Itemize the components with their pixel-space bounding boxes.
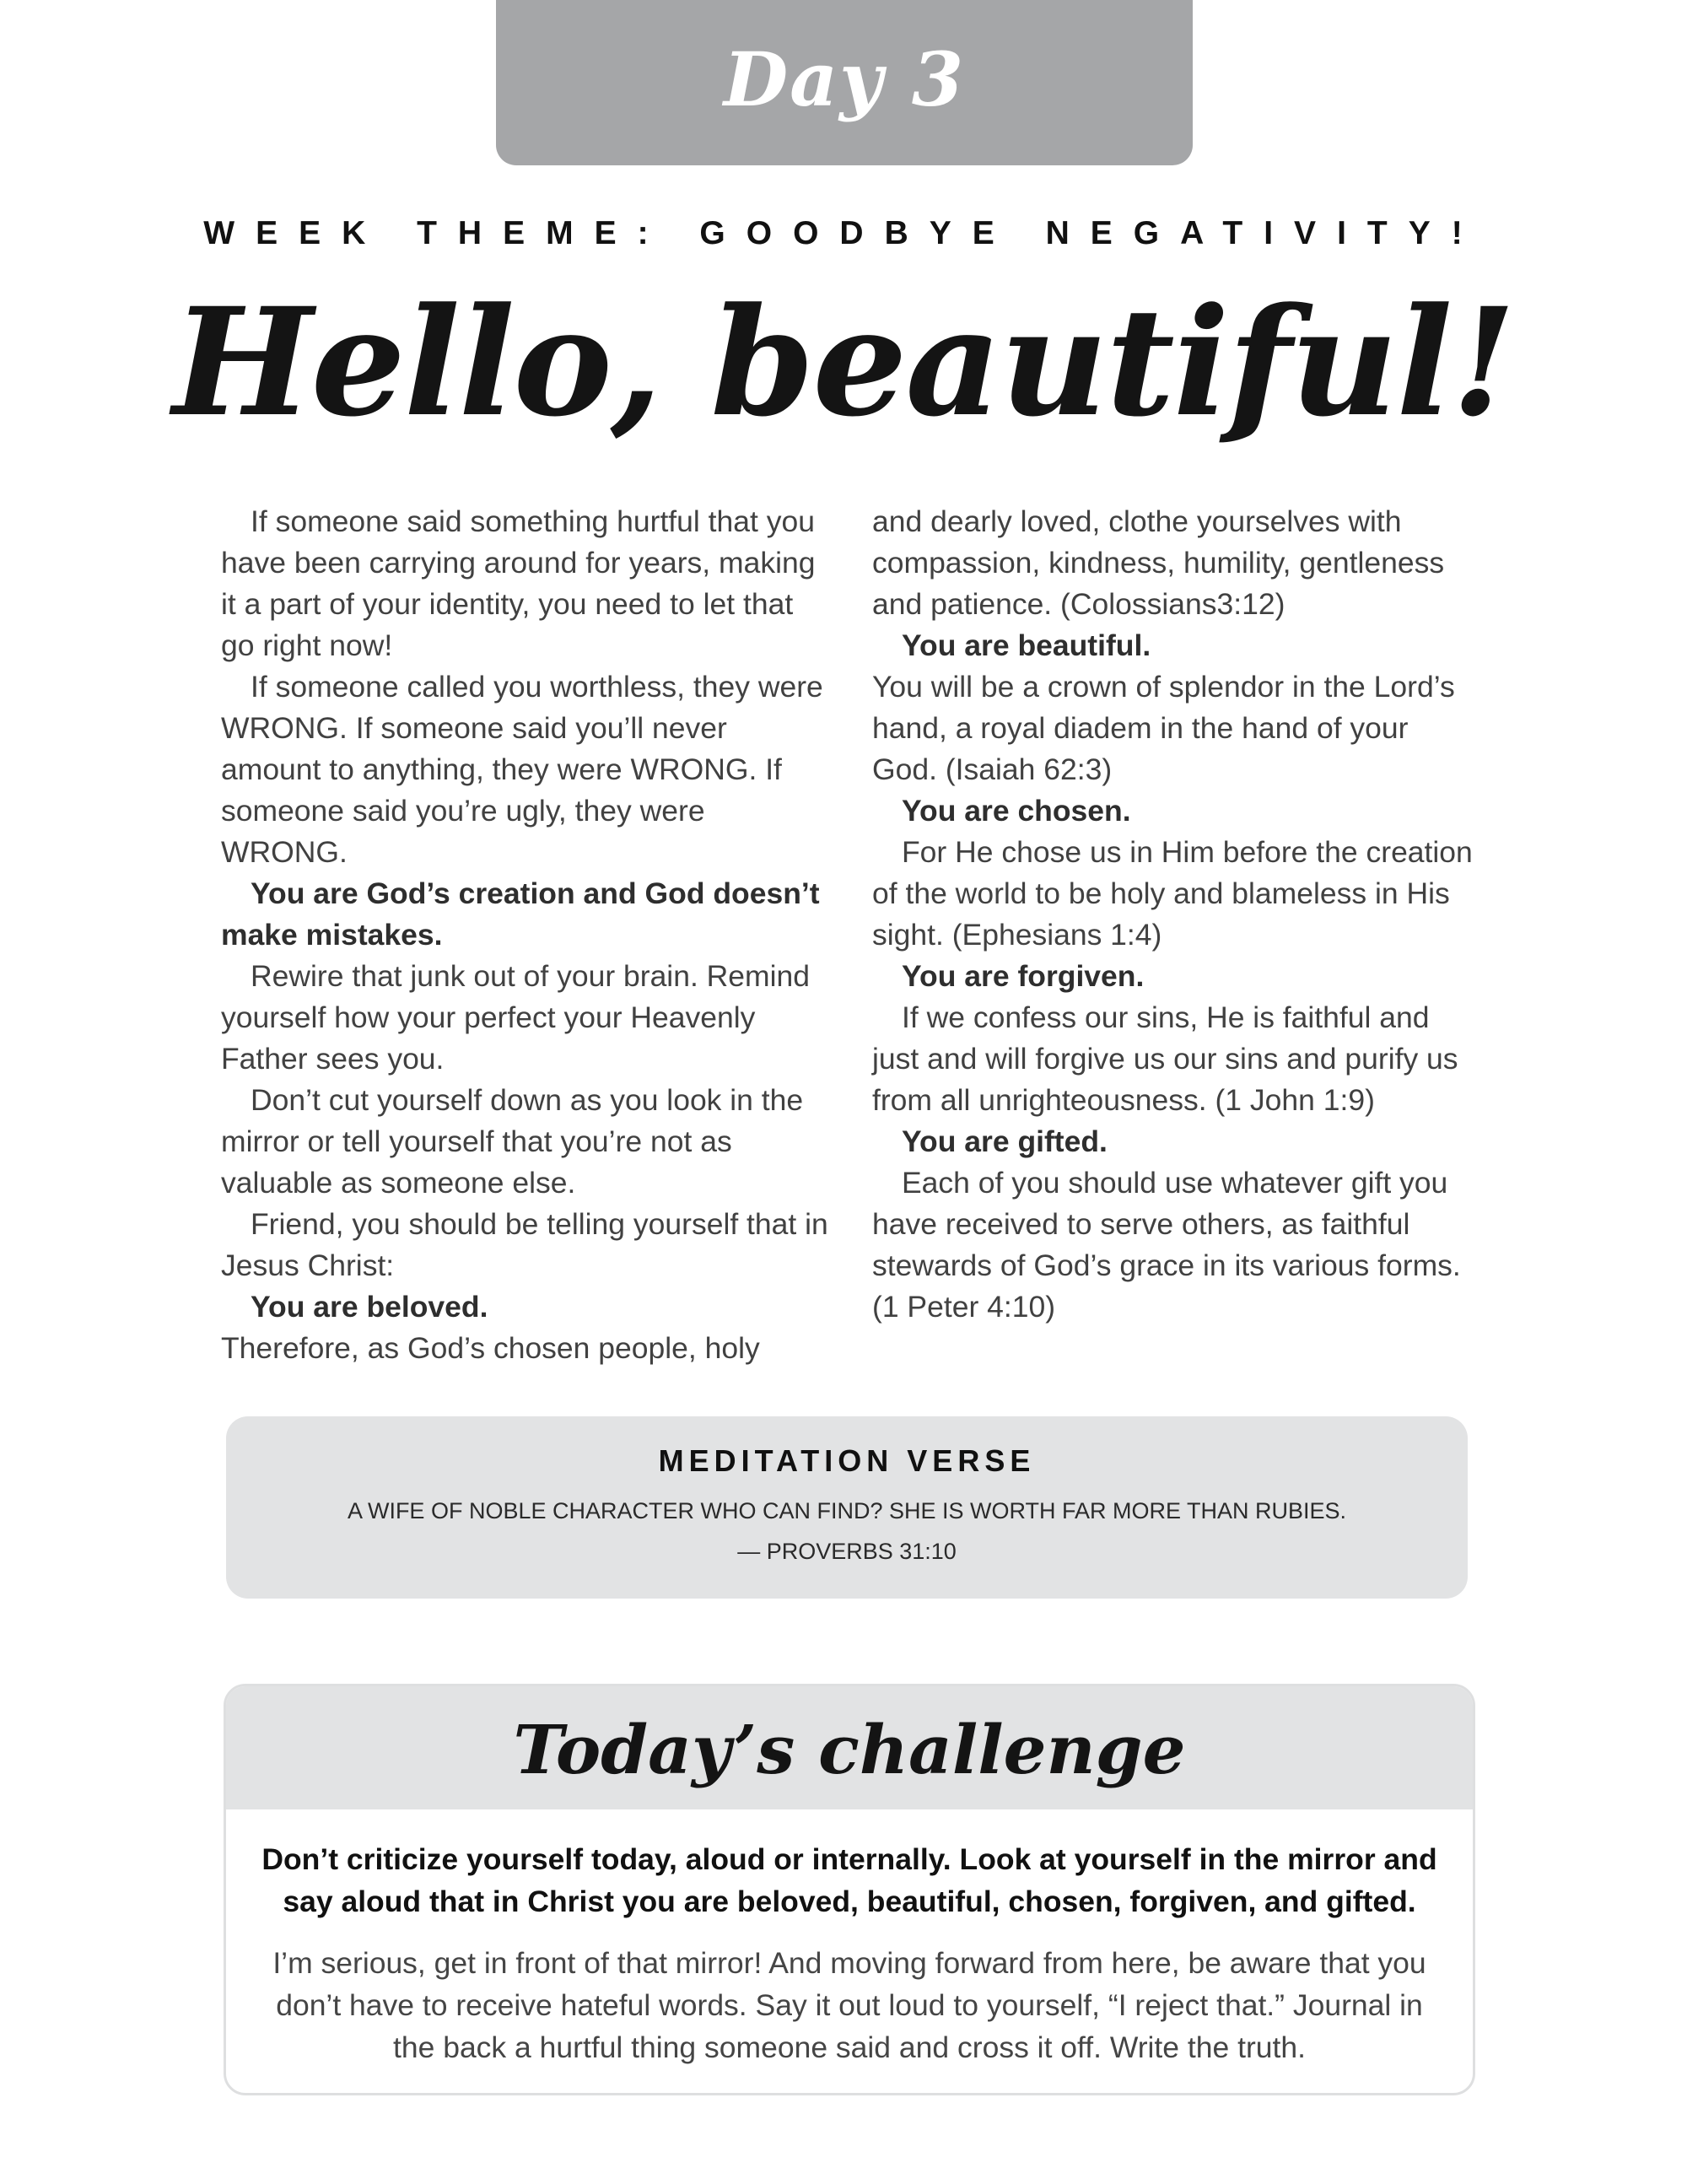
scripture-text: and dearly loved, clothe yourselves with compassion, kindness, humility, gentleness and patience. (Colossians3:12) — [872, 504, 1445, 621]
challenge-box — [224, 1684, 1475, 2095]
week-theme: WEEK THEME: GOODBYE NEGATIVITY! — [203, 215, 1484, 251]
affirmation-heading: You are beautiful. — [902, 628, 1151, 662]
affirmation-heading: You are forgiven. — [902, 959, 1145, 993]
paragraph: Friend, you should be telling yourself that in Jesus Christ: — [221, 1207, 828, 1282]
left-column — [221, 501, 833, 1369]
scripture-text: Therefore, as God’s chosen people, holy — [221, 1331, 760, 1365]
meditation-title: MEDITATION VERSE — [658, 1443, 1036, 1478]
scripture-text: You will be a crown of splendor in the Lord’s hand, a royal diadem in the hand of your God. (Isaiah 62:3) — [872, 670, 1455, 786]
challenge-instruction: Don’t criticize yourself today, aloud or internally. Look at yourself in the mirror and say aloud that in Christ you are beloved, beautiful, chosen, forgiven, and gifted. — [261, 1842, 1437, 1918]
bold-statement: You are God’s creation and God doesn’t make mistakes. — [221, 876, 820, 952]
affirmation-heading: You are gifted. — [902, 1124, 1108, 1158]
challenge-header — [226, 1686, 1473, 1809]
paragraph: Rewire that junk out of your brain. Remind yourself how your perfect your Heavenly Father sees you. — [221, 959, 810, 1076]
scripture-text: If we confess our sins, He is faithful and just and will forgive us our sins and purify us from all unrighteousness. (1 John 1:9) — [872, 1000, 1458, 1117]
affirmation-heading: You are beloved. — [251, 1290, 488, 1324]
paragraph: If someone said something hurtful that you have been carrying around for years, making it a part of your identity, you need to let that go right now! — [221, 504, 816, 662]
challenge-title: Today’s challenge — [513, 1710, 1186, 1789]
paragraph: If someone called you worthless, they were WRONG. If someone said you’ll never amount to anything, they were WRONG. If someone said you’re ugly, they were WRONG. — [221, 670, 823, 869]
scripture-text: For He chose us in Him before the creation of the world to be holy and blameless in His sight. (Ephesians 1:4) — [872, 835, 1473, 952]
affirmation-heading: You are chosen. — [902, 794, 1131, 828]
meditation-verse: A WIFE OF NOBLE CHARACTER WHO CAN FIND? SHE IS WORTH FAR MORE THAN RUBIES. — [347, 1498, 1347, 1523]
meditation-verse-box — [226, 1416, 1468, 1599]
challenge-body: I’m serious, get in front of that mirror! And moving forward from here, be aware that you don’t have to receive hateful words. Say it out loud to yourself, “I reject that.” Journal in the back a hurtful thing someone said and cross it off. Write the truth. — [272, 1946, 1426, 2064]
paragraph: Don’t cut yourself down as you look in the mirror or tell yourself that you’re not as valuable as someone else. — [221, 1083, 804, 1200]
meditation-reference: — PROVERBS 31:10 — [737, 1539, 957, 1564]
day-tab — [496, 0, 1193, 165]
right-column — [872, 501, 1473, 1328]
day-label: Day 3 — [723, 35, 966, 123]
scripture-text: Each of you should use whatever gift you have received to serve others, as faithful stewards of God’s grace in its various forms. (1 Peter 4:10) — [872, 1166, 1461, 1324]
page-title: Hello, beautiful! — [172, 275, 1515, 450]
